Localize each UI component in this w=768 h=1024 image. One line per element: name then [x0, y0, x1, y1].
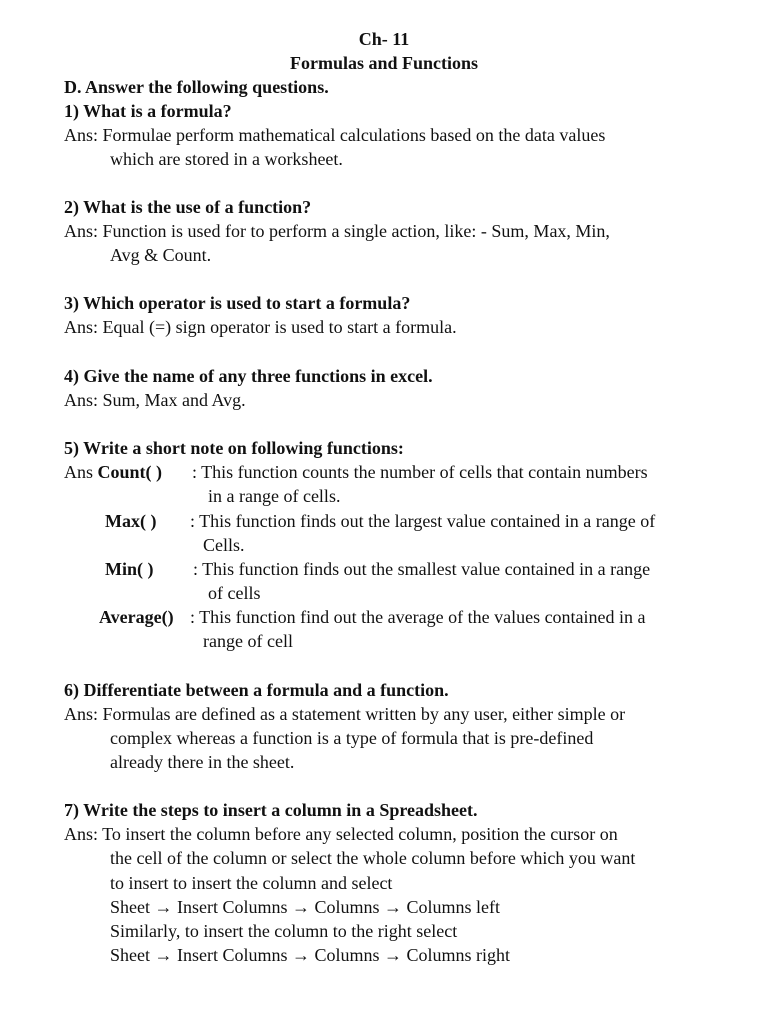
function-count-desc-1: : This function counts the number of cells that contain numbers	[192, 462, 648, 482]
answer-3-line-1: Ans: Equal (=) sign operator is used to start a formula.	[64, 317, 457, 337]
question-7: 7) Write the steps to insert a column in a Spreadsheet.	[64, 800, 478, 820]
function-max-name: Max( )	[105, 511, 157, 531]
function-count-label	[64, 460, 162, 484]
answer-7-line-5: Similarly, to insert the column to the right select	[110, 921, 458, 941]
answer-7-menu-path-left: Sheet → Insert Columns → Columns → Columns left	[110, 897, 500, 917]
answer-6-line-2: complex whereas a function is a type of formula that is pre-defined	[110, 728, 594, 748]
function-average-desc-2: range of cell	[203, 631, 293, 651]
question-2: 2) What is the use of a function?	[64, 197, 312, 217]
answer-1-line-1: Ans: Formulae perform mathematical calculations based on the data values	[64, 125, 606, 145]
section-heading: D. Answer the following questions.	[64, 77, 329, 97]
answer-7-line-3: to insert to insert the column and select	[110, 873, 393, 893]
answer-6-line-1: Ans: Formulas are defined as a statement written by any user, either simple or	[64, 704, 626, 724]
question-4: 4) Give the name of any three functions in excel.	[64, 366, 433, 386]
function-average-desc-1: : This function find out the average of the values contained in a	[190, 607, 646, 627]
answer-1-line-2: which are stored in a worksheet.	[110, 149, 343, 169]
function-min-name: Min( )	[105, 559, 154, 579]
question-1: 1) What is a formula?	[64, 101, 232, 121]
answer-2-line-2: Avg & Count.	[110, 245, 212, 265]
answer-2-line-1: Ans: Function is used for to perform a single action, like: - Sum, Max, Min,	[64, 221, 610, 241]
question-3: 3) Which operator is used to start a formula?	[64, 293, 411, 313]
function-average-name: Average()	[99, 607, 174, 627]
ans-prefix: Ans	[64, 462, 94, 482]
answer-7-line-2: the cell of the column or select the whole column before which you want	[110, 848, 636, 868]
chapter-number: Ch- 11	[358, 29, 410, 49]
answer-7-menu-path-right: Sheet → Insert Columns → Columns → Columns right	[110, 945, 511, 965]
chapter-title: Formulas and Functions	[289, 53, 479, 73]
function-max-desc-2: Cells.	[203, 535, 245, 555]
answer-7-line-1: Ans: To insert the column before any selected column, position the cursor on	[64, 824, 618, 844]
function-min-desc-2: of cells	[208, 583, 261, 603]
function-count-name: Count( )	[97, 462, 163, 482]
answer-4-line-1: Ans: Sum, Max and Avg.	[64, 390, 246, 410]
function-count-desc-2: in a range of cells.	[208, 486, 341, 506]
answer-6-line-3: already there in the sheet.	[110, 752, 295, 772]
question-6: 6) Differentiate between a formula and a function.	[64, 680, 449, 700]
function-max-desc-1: : This function finds out the largest value contained in a range of	[190, 511, 656, 531]
function-min-desc-1: : This function finds out the smallest value contained in a range	[193, 559, 651, 579]
question-5: 5) Write a short note on following functions:	[64, 438, 404, 458]
